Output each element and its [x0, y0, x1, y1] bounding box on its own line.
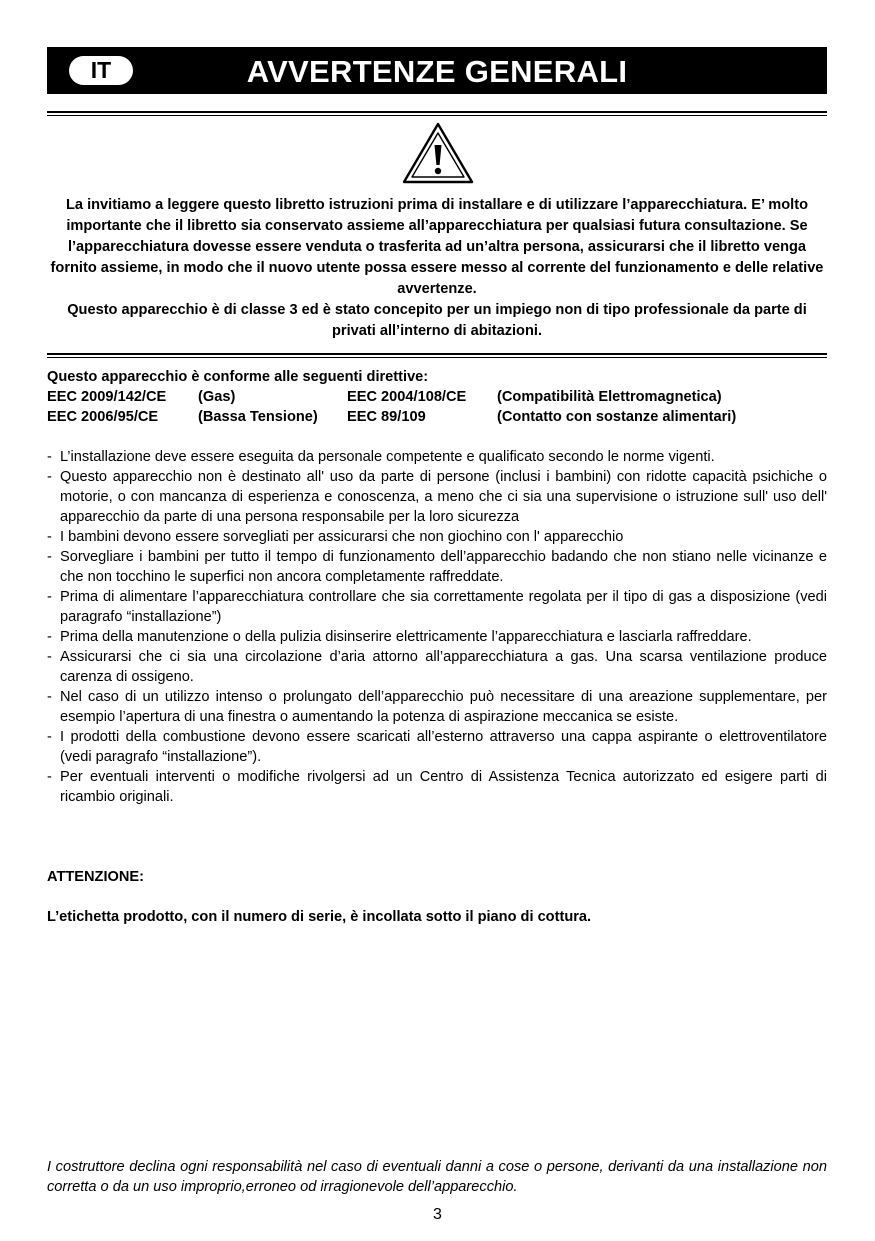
- warning-item: - L’installazione deve essere eseguita da personale competente e qualificato secondo le norme vigenti.: [47, 447, 827, 467]
- section-header: [47, 47, 827, 94]
- warning-item: - Questo apparecchio non è destinato all' uso da parte di persone (inclusi i bambini) con ridotte capacità psichiche o motorie, o con mancanza di esperienza e conoscenza, a meno che ci sia una supervisione o istruzione sull' uso dell' apparecchio da parte di una persona responsabile per la loro sicurezza: [47, 467, 827, 527]
- language-badge: IT: [69, 56, 133, 85]
- directive-row: [47, 387, 827, 407]
- top-divider: [47, 111, 827, 116]
- directive-code: EEC 2009/142/CE: [47, 389, 167, 405]
- page-number: 3: [433, 1206, 442, 1223]
- directive-code: EEC 2004/108/CE: [347, 389, 467, 405]
- warning-triangle-icon: [402, 121, 474, 185]
- directive-description: (Compatibilità Elettromagnetica): [497, 389, 722, 405]
- middle-divider: [47, 353, 827, 358]
- warning-item: - I bambini devono essere sorvegliati per assicurarsi che non giochino con l' apparecchio: [47, 527, 827, 547]
- directive-code: EEC 89/109: [347, 409, 426, 425]
- warnings-list: [47, 447, 827, 807]
- warning-item: - Sorvegliare i bambini per tutto il tempo di funzionamento dell’apparecchio badando che non stiano nelle vicinanze e che non tocchino le superfici non ancora completamente raffreddate.: [47, 547, 827, 587]
- directive-code: EEC 2006/95/CE: [47, 409, 159, 425]
- warning-item: - Per eventuali interventi o modifiche rivolgersi ad un Centro di Assistenza Tecnica autorizzato ed esigere parti di ricambio originali.: [47, 767, 827, 807]
- warning-item: - Assicurarsi che ci sia una circolazione d’aria attorno all’apparecchiatura a gas. Una scarsa ventilazione produce carenza di ossigeno.: [47, 647, 827, 687]
- attention-heading: ATTENZIONE:: [47, 869, 145, 885]
- warning-item: - Prima della manutenzione o della pulizia disinserire elettricamente l’apparecchiatura e lasciarla raffreddare.: [47, 627, 827, 647]
- product-label-note: L’etichetta prodotto, con il numero di serie, è incollata sotto il piano di cottura.: [47, 909, 592, 925]
- directive-description: (Gas): [198, 389, 236, 405]
- directive-description: (Bassa Tensione): [198, 409, 318, 425]
- warning-item: - Prima di alimentare l’apparecchiatura controllare che sia correttamente regolata per il tipo di gas a disposizione (vedi paragrafo “installazione”): [47, 587, 827, 627]
- directives-heading: Questo apparecchio è conforme alle seguenti direttive:: [47, 369, 429, 385]
- page-title: AVVERTENZE GENERALI: [246, 54, 628, 89]
- directive-row: [47, 407, 827, 427]
- directive-description: (Contatto con sostanze alimentari): [497, 409, 737, 425]
- intro-paragraph: La invitiamo a leggere questo libretto istruzioni prima di installare e di utilizzare l’apparecchiatura. E’ molto importante che il libretto sia conservato assieme all’apparecchiatura per qualsiasi futura consultazione. Se l’apparecchiatura dovesse essere venduta o trasferita ad un’altra persona, assicurarsi che il libretto venga fornito assieme, in modo che il nuovo utente possa essere messo al corrente del funzionamento e delle relative avvertenze.: [50, 197, 824, 297]
- warning-item: - I prodotti della combustione devono essere scaricati all’esterno attraverso una cappa aspirante o elettroventilatore (vedi paragrafo “installazione”).: [47, 727, 827, 767]
- intro-class-paragraph: Questo apparecchio è di classe 3 ed è stato concepito per un impiego non di tipo professionale da parte di privati all’interno di abitazioni.: [67, 302, 807, 339]
- intro-text: [47, 195, 827, 342]
- warning-item: - Nel caso di un utilizzo intenso o prolungato dell’apparecchio può necessitare di una areazione supplementare, per esempio l’apertura di una finestra o aumentando la potenza di aspirazione meccanica se esiste.: [47, 687, 827, 727]
- manufacturer-disclaimer: I costruttore declina ogni responsabilità nel caso di eventuali danni a cose o persone, derivanti da una installazione non corretta o da un uso improprio,erroneo od irragionevole dell’apparecchio.: [47, 1159, 827, 1195]
